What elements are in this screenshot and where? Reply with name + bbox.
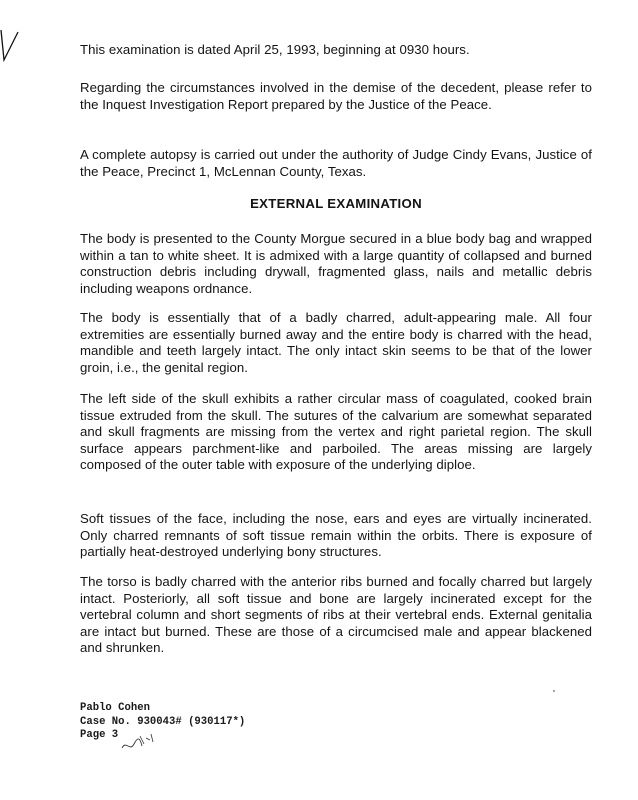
authority-paragraph: A complete autopsy is carried out under the authority of Judge Cindy Evans, Justice of the Peace, Precinct 1, McLennan County, Texas. xyxy=(80,147,592,179)
scan-speck xyxy=(553,690,555,692)
footer-page-number: Page 3 xyxy=(80,729,119,741)
document-footer xyxy=(80,702,245,743)
face-paragraph: Soft tissues of the face, including the nose, ears and eyes are virtually incinerated. Only charred remnants of soft tissue remain within the orbits. There is exposure of partially heat-destroyed underlying bony structures. xyxy=(80,511,592,560)
circumstances-paragraph: Regarding the circumstances involved in the demise of the decedent, please refer to the Inquest Investigation Report prepared by the Justice of the Peace. xyxy=(80,80,592,112)
body-description-paragraph: The body is essentially that of a badly charred, adult-appearing male. All four extremities are essentially burned away and the entire body is charred with the head, mandible and teeth largely intact. The only intact skin seems to be that of the lower groin, i.e., the genital region. xyxy=(80,310,592,375)
body-presentation-paragraph: The body is presented to the County Morgue secured in a blue body bag and wrapped within a tan to white sheet. It is admixed with a large quantity of collapsed and burned construction debris including drywall, fragmented glass, nails and metallic debris including weapons ordnance. xyxy=(80,231,592,296)
torso-paragraph: The torso is badly charred with the anterior ribs burned and focally charred but largely intact. Posteriorly, all soft tissue and bone are largely incinerated except for the vertebral column and short segments of ribs at their vertebral ends. External genitalia are intact but burned. These are those of a circumcised male and appear blackened and shrunken. xyxy=(80,574,592,656)
footer-case-number: Case No. 930043# (930117*) xyxy=(80,715,246,728)
exam-date-paragraph: This examination is dated April 25, 1993, beginning at 0930 hours. xyxy=(80,42,470,57)
section-heading: EXTERNAL EXAMINATION xyxy=(250,196,422,211)
margin-tick-mark xyxy=(0,20,20,80)
skull-paragraph: The left side of the skull exhibits a rather circular mass of coagulated, cooked brain tissue extruded from the skull. The sutures of the calvarium are somewhat separated and skull fragments are missing from the vertex and right parietal region. The skull surface appears parchment-like and parboiled. The areas missing are largely composed of the outer table with exposure of the underlying diploe. xyxy=(80,391,592,473)
handwritten-initials-mark xyxy=(120,730,156,754)
footer-name: Pablo Cohen xyxy=(80,702,150,714)
